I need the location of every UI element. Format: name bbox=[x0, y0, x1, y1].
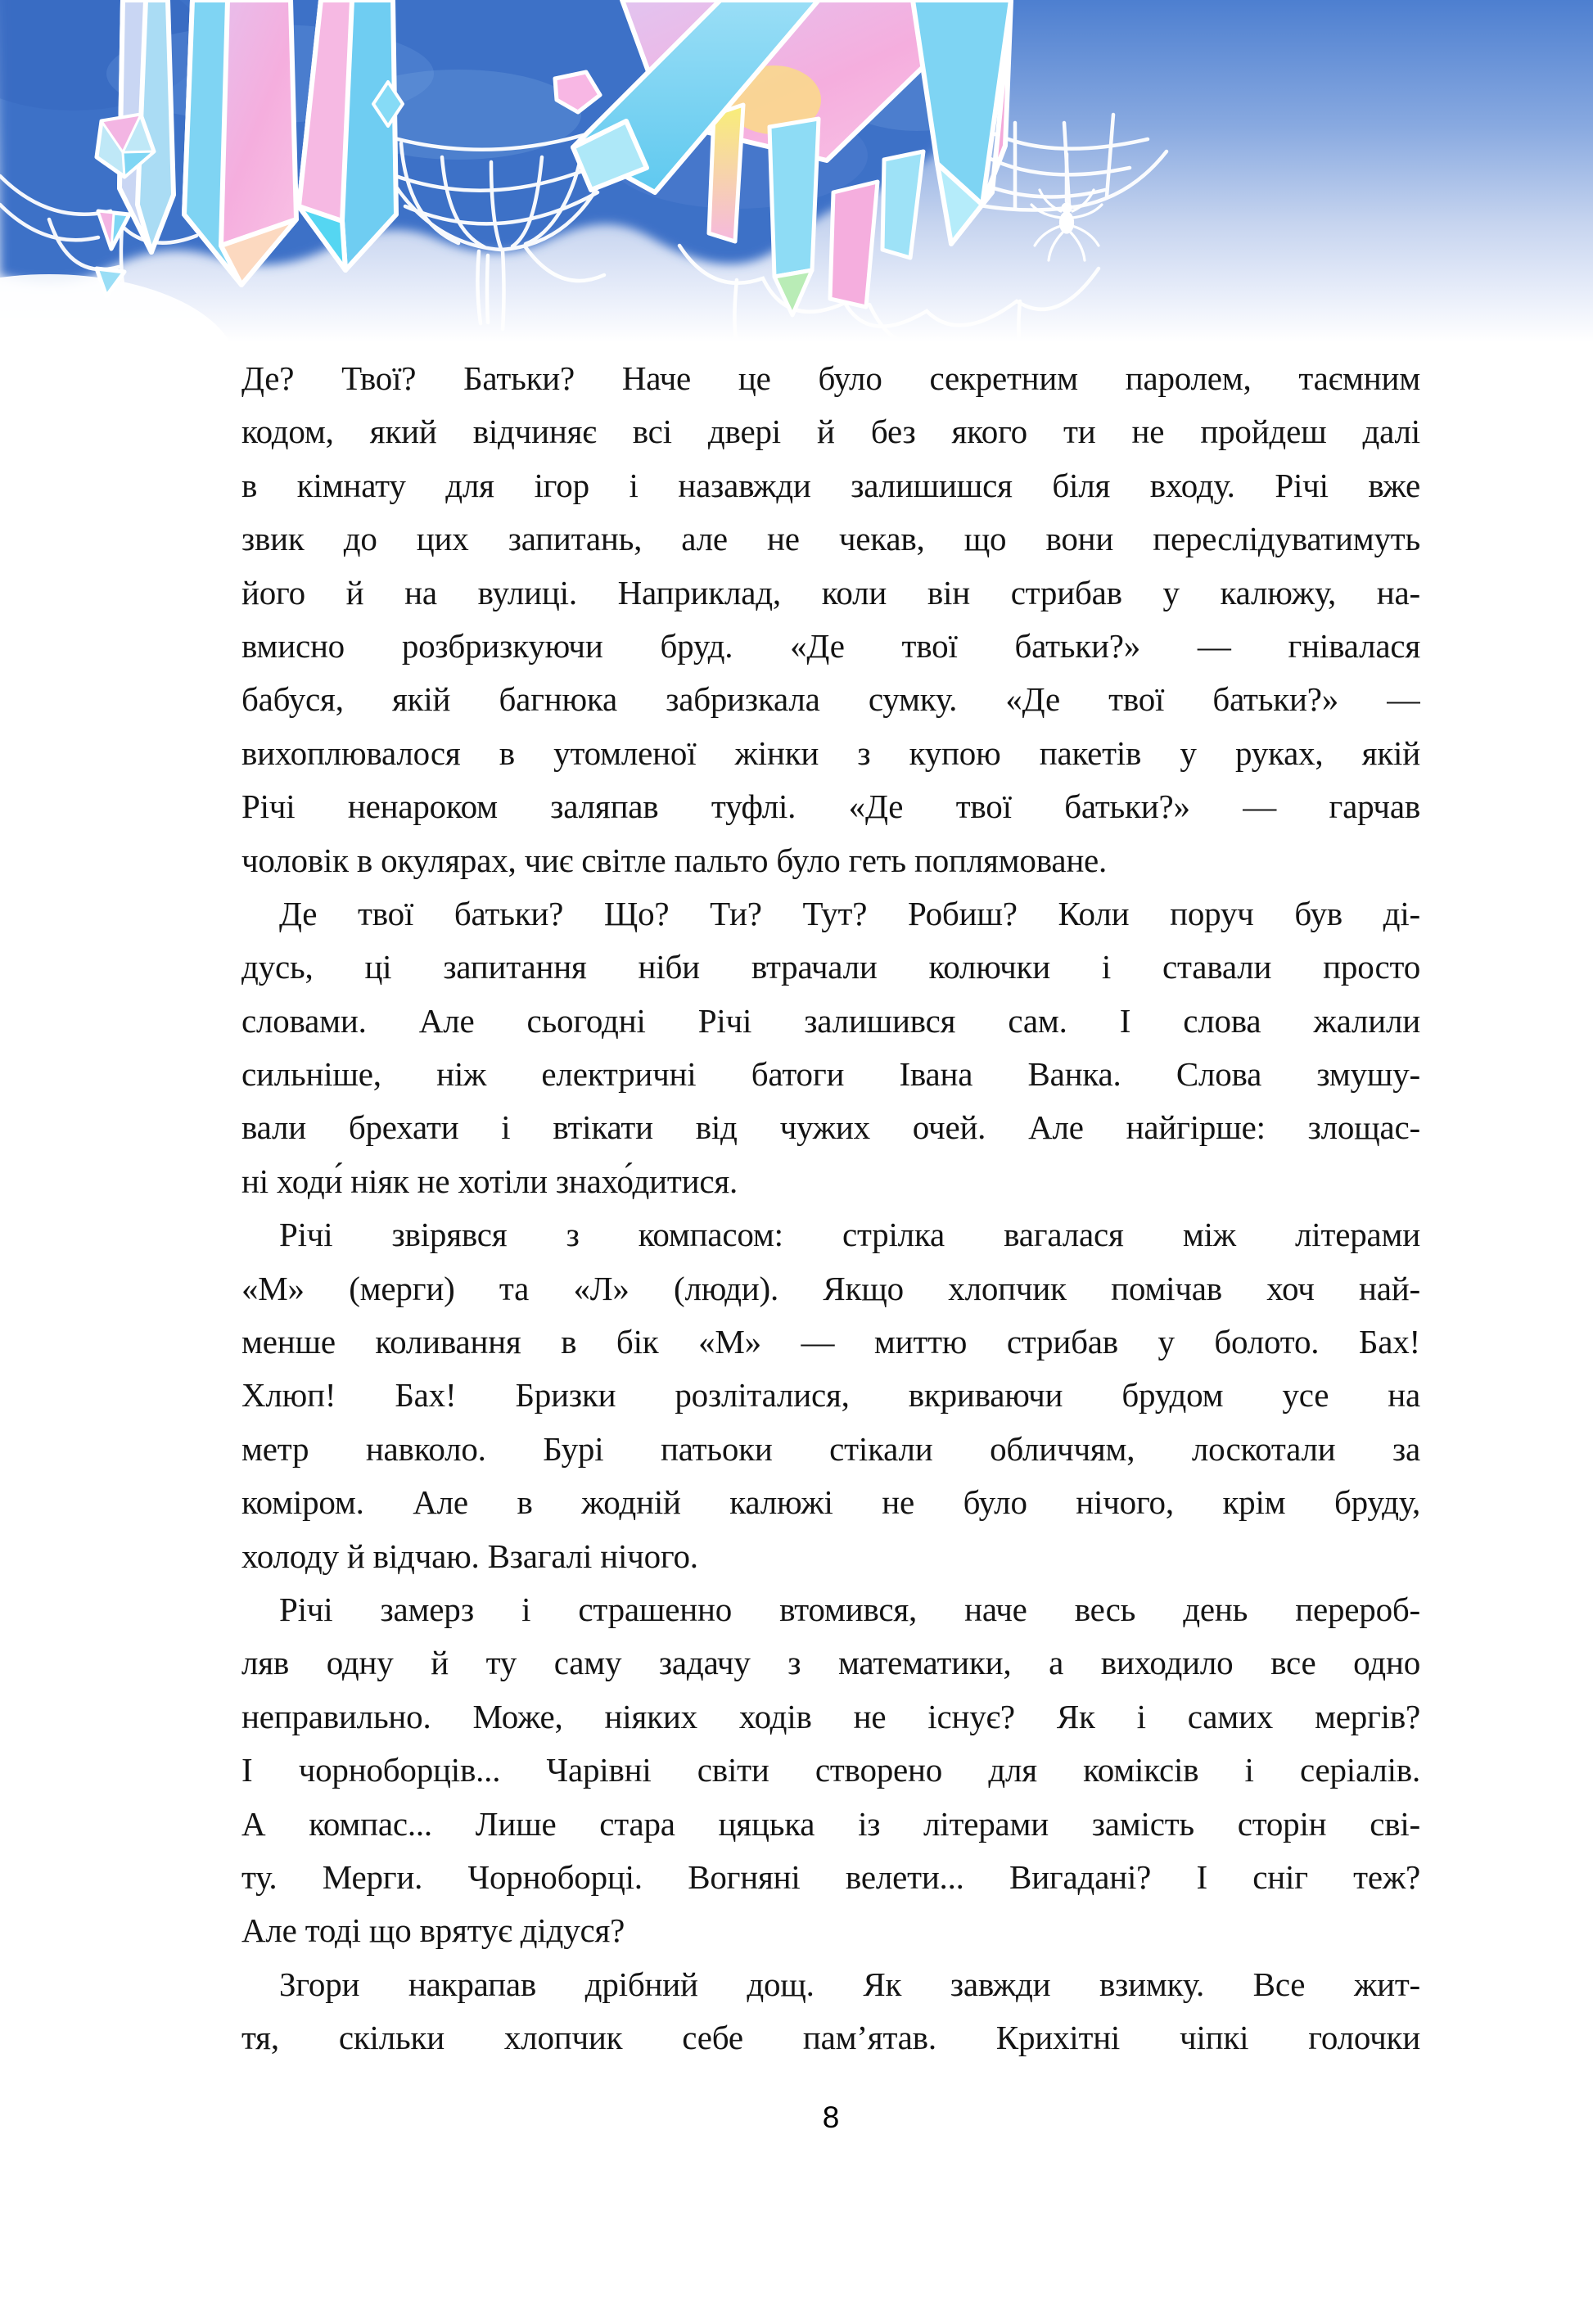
text-line: Річі ненароком заляпав туфлі. «Де твої батьки?» — гарчав bbox=[241, 787, 1420, 826]
text-line: тя, скільки хлопчик себе пам’ятав. Крихітні чіпкі голочки bbox=[241, 2019, 1420, 2057]
text-line: його й на вулиці. Наприклад, коли він стрибав у калюжу, на- bbox=[241, 573, 1420, 611]
text-line: неправильно. Може, ніяких ходів не існує? Як і самих мергів? bbox=[241, 1697, 1420, 1735]
header-illustration bbox=[0, 0, 1593, 360]
text-line: менше коливання в бік «М» — миттю стрибав у болото. Бах! bbox=[241, 1323, 1420, 1361]
text-line: сильніше, ніж електричні батоги Івана Ванка. Слова змушу- bbox=[241, 1055, 1420, 1094]
text-line: чоловік в окулярах, чиє світле пальто було геть поплямоване. bbox=[241, 841, 1108, 879]
text-line: ні ходи́ ніяк не хотіли знахо́дитися. bbox=[241, 1162, 738, 1200]
text-line: Річі замерз і страшенно втомився, наче весь день перероб- bbox=[279, 1590, 1420, 1628]
text-line: А компас... Лише стара цяцька із літерами замість сторін сві- bbox=[241, 1804, 1420, 1843]
text-line: Згори накрапав дрібний дощ. Як завжди взимку. Все жит- bbox=[279, 1965, 1420, 2003]
text-line: в кімнату для ігор і назавжди залишишся біля входу. Річі вже bbox=[241, 466, 1420, 504]
text-line: звик до цих запитань, але не чекав, що вони переслідуватимуть bbox=[241, 520, 1420, 558]
text-line: Річі звірявся з компасом: стрілка вагалася між літерами bbox=[279, 1216, 1420, 1254]
paragraph-4 bbox=[241, 1583, 1420, 1958]
text-line: ляв одну й ту саму задачу з математики, а виходило все одно bbox=[241, 1644, 1420, 1682]
text-line: холоду й відчаю. Взагалі нічого. bbox=[241, 1537, 698, 1575]
text-line: Де твої батьки? Що? Ти? Тут? Робиш? Коли поруч був ді- bbox=[279, 894, 1420, 932]
text-line: «М» (мерги) та «Л» (люди). Якщо хлопчик помічав хоч най- bbox=[241, 1269, 1420, 1307]
body-text bbox=[241, 352, 1420, 2065]
paragraph-2 bbox=[241, 887, 1420, 1208]
text-line: Хлюп! Бах! Бризки розліталися, вкриваючи брудом усе на bbox=[241, 1376, 1420, 1415]
text-line: ту. Мерги. Чорноборці. Вогняні велети... Вигадані? І сніг теж? bbox=[241, 1857, 1420, 1896]
text-line: вали брехати і втікати від чужих очей. Але найгірше: злощас- bbox=[241, 1108, 1420, 1147]
text-line: вмисно розбризкуючи бруд. «Де твої батьки?» — гнівалася bbox=[241, 626, 1420, 665]
paragraph-3 bbox=[241, 1208, 1420, 1583]
text-line: Де? Твої? Батьки? Наче це було секретним паролем, таємним bbox=[241, 359, 1420, 397]
text-line: Але тоді що врятує дідуся? bbox=[241, 1911, 625, 1950]
text-line: метр навколо. Бурі патьоки стікали обличчям, лоскотали за bbox=[241, 1429, 1420, 1468]
paragraph-5 bbox=[241, 1958, 1420, 2065]
text-line: кодом, який відчиняє всі двері й без якого ти не пройдеш далі bbox=[241, 413, 1420, 451]
text-line: коміром. Але в жодній калюжі не було нічого, крім бруду, bbox=[241, 1483, 1420, 1522]
page-number: 8 bbox=[822, 2101, 840, 2134]
text-line: бабуся, якій багнюка забризкала сумку. «Де твої батьки?» — bbox=[241, 680, 1420, 719]
text-line: дусь, ці запитання ніби втрачали колючки і ставали просто bbox=[241, 948, 1420, 986]
text-line: вихоплювалося в утомленої жінки з купою пакетів у руках, якій bbox=[241, 733, 1420, 772]
text-line: словами. Але сьогодні Річі залишився сам. І слова жалили bbox=[241, 1001, 1420, 1040]
paragraph-1 bbox=[241, 352, 1420, 887]
text-line: І чорноборців... Чарівні світи створено для коміксів і серіалів. bbox=[241, 1751, 1420, 1789]
